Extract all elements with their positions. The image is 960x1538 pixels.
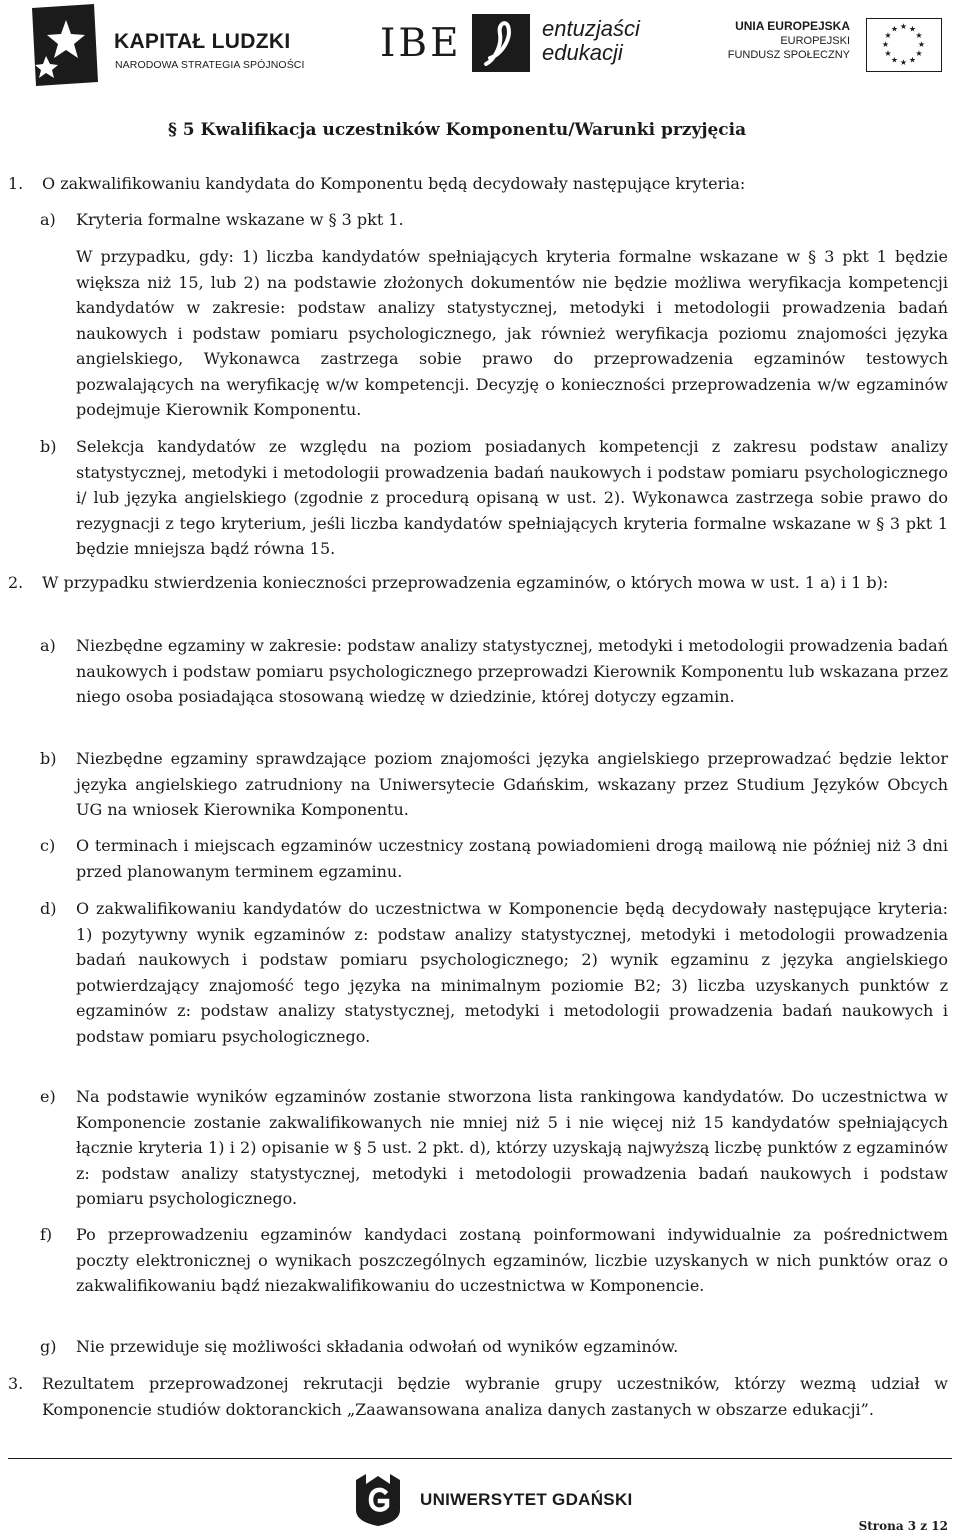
item-1a-detail: W przypadku, gdy: 1) liczba kandydatów spełniających kryteria formalne wskazane w § 3 pkt 1 będzie większa niż 15, lub 2) na podstawie złożonych dokumentów nie będzie możliwa weryfikacja kompetencji kandydatów w zakresie: podstaw analizy statystycznej, metodyki i metodologii prowadzenia badań naukowych i podstaw pomiaru psychologicznego, jak również weryfikacja poziomu znajomości języka angielskiego, Wykonawca zastrzega sobie prawo do przeprowadzenia egzaminów testowych pozwalających na weryfikację w/w kompetencji. Decyzję o konieczności przeprowadzenia w/w egzaminów podejmuje Kierownik Komponentu. bbox=[76, 247, 948, 419]
item-1b-text: Selekcja kandydatów ze względu na poziom posiadanych kompetencji z zakresu podstaw analizy statystycznej, metodyki i metodologii prowadzenia badań naukowych i podstaw pomiaru psychologicznego i/ lub języka angielskiego (zgodnie z procedurą opisaną w ust. 2). Wykonawca zastrzega sobie prawo do rezygnacji z tego kryterium, jeśli liczba kandydatów spełniających kryteria formalne wskazane w § 3 pkt 1 będzie mniejsza bądź równa 15. bbox=[76, 437, 948, 558]
footer-divider bbox=[8, 1458, 952, 1459]
kapital-ludzki-title: KAPITAŁ LUDZKI bbox=[114, 30, 291, 53]
university-name: UNIWERSYTET GDAŃSKI bbox=[420, 1490, 633, 1509]
svg-text:★: ★ bbox=[917, 40, 926, 49]
item-3-number: 3. bbox=[8, 1374, 24, 1393]
item-2d-text: O zakwalifikowaniu kandydatów do uczestnictwa w Komponencie będą decydowały następujące kryteria: 1) pozytywny wynik egzaminów z: podstaw analizy statystycznej, metodyki i metodologii prowadzenia badań naukowych i podstaw pomiaru psychologicznego; 2) wynik egzaminu z języka angielskiego potwierdzający znajomość tego języka na minimalnym poziomie B2; 3) liczba uzyskanych punktów z egzaminów z: podstaw analizy statystycznej, metodyki i metodologii prowadzenia badań naukowych i podstaw pomiaru psychologicznego. bbox=[76, 899, 948, 1046]
svg-text:★: ★ bbox=[908, 55, 917, 65]
entuzjasci-logo-text bbox=[542, 17, 640, 65]
item-2-text: W przypadku stwierdzenia konieczności przeprowadzenia egzaminów, o których mowa w ust. 1 a) i 1 b): bbox=[42, 573, 889, 592]
item-1-text: O zakwalifikowaniu kandydata do Komponentu będą decydowały następujące kryteria: bbox=[42, 174, 746, 193]
page-header bbox=[0, 0, 960, 90]
item-2d bbox=[40, 896, 948, 1049]
item-1b bbox=[40, 434, 948, 562]
svg-text:★: ★ bbox=[899, 58, 908, 67]
item-1-number: 1. bbox=[8, 174, 24, 193]
svg-text:★: ★ bbox=[899, 22, 908, 31]
item-1a-label: a) bbox=[40, 210, 56, 229]
page-number: Strona 3 z 12 bbox=[858, 1519, 948, 1533]
item-1b-label: b) bbox=[40, 437, 57, 456]
svg-text:★: ★ bbox=[915, 49, 923, 58]
eu-line-2: EUROPEJSKI bbox=[780, 35, 850, 47]
item-3-text: Rezultatem przeprowadzonej rekrutacji będzie wybranie grupy uczestników, którzy wezmą udział w Komponencie studiów doktoranckich „Zaawansowana analiza danych zastanych w obszarze edukacji”. bbox=[42, 1374, 948, 1419]
item-2f-label: f) bbox=[40, 1225, 53, 1244]
item-2e-text: Na podstawie wyników egzaminów zostanie stworzona lista rankingowa kandydatów. Do uczestnictwa w Komponencie zostanie zakwalifikowanych nie mniej niż 5 i nie więcej niż 15 kandydatów spełniających łącznie kryteria 1) i 2) opisanie w § 5 ust. 2 pkt. d), którzy uzyskają najwyższą liczbę punktów z egzaminów z: podstaw analizy statystycznej, metodyki i metodologii prowadzenia badań naukowych i podstaw pomiaru psychologicznego. bbox=[76, 1087, 948, 1208]
svg-text:★: ★ bbox=[881, 40, 890, 49]
item-2e bbox=[40, 1084, 948, 1212]
entuzjasci-line-2: edukacji bbox=[542, 40, 623, 65]
item-2g bbox=[40, 1334, 948, 1360]
svg-text:★: ★ bbox=[908, 24, 917, 34]
svg-text:★: ★ bbox=[890, 55, 899, 65]
item-2a-text: Niezbędne egzaminy w zakresie: podstaw analizy statystycznej, metodyki i metodologii prowadzenia badań naukowych i podstaw pomiaru psychologicznego przeprowadzi Kierownik Komponentu lub wskazana przez niego osoba posiadająca stosowaną wiedzę w dziedzinie, której dotyczy egzamin. bbox=[76, 636, 948, 706]
eu-line-3: FUNDUSZ SPOŁECZNY bbox=[727, 49, 850, 61]
item-2b-label: b) bbox=[40, 749, 57, 768]
ibe-logo: IBE bbox=[380, 21, 462, 66]
svg-text:★: ★ bbox=[884, 49, 892, 58]
ug-logo-icon bbox=[352, 1470, 404, 1526]
item-2f-text: Po przeprowadzeniu egzaminów kandydaci zostaną poinformowani indywidualnie za pośrednictwem poczty elektronicznej o wynikach poszczególnych egzaminów, liczbie uzyskanych w nich punktów oraz o zakwalifikowaniu bądź niezakwalifikowaniu do uczestnictwa w Komponencie. bbox=[76, 1225, 948, 1295]
entuzjasci-logo-mark bbox=[472, 14, 530, 72]
section-heading: § 5 Kwalifikacja uczestników Komponentu/Warunki przyjęcia bbox=[168, 120, 747, 140]
item-1a bbox=[40, 207, 948, 233]
item-2c-text: O terminach i miejscach egzaminów uczestnicy zostaną powiadomieni drogą mailową nie później niż 3 dni przed planowanym terminem egzaminu. bbox=[76, 836, 948, 881]
eu-flag-icon bbox=[866, 18, 942, 72]
entuzjasci-line-1: entuzjaści bbox=[542, 16, 640, 41]
item-2b bbox=[40, 746, 948, 823]
item-2c-label: c) bbox=[40, 836, 56, 855]
svg-text:★: ★ bbox=[890, 24, 899, 34]
eu-stars bbox=[867, 19, 940, 70]
item-2e-label: e) bbox=[40, 1087, 56, 1106]
kapital-ludzki-logo bbox=[28, 4, 308, 84]
eu-logo-text bbox=[728, 18, 850, 62]
item-2d-label: d) bbox=[40, 899, 57, 918]
svg-text:★: ★ bbox=[884, 31, 892, 40]
item-2-number: 2. bbox=[8, 573, 24, 592]
item-2g-text: Nie przewiduje się możliwości składania odwołań od wyników egzaminów. bbox=[76, 1337, 679, 1356]
eu-line-1: UNIA EUROPEJSKA bbox=[735, 19, 850, 33]
kapital-ludzki-subtitle: NARODOWA STRATEGIA SPÓJNOŚCI bbox=[115, 59, 305, 71]
kapital-ludzki-star-icon bbox=[28, 4, 98, 86]
entuzjasci-swirl-icon bbox=[472, 14, 530, 72]
item-2a bbox=[40, 633, 948, 710]
item-1a-text: Kryteria formalne wskazane w § 3 pkt 1. bbox=[76, 210, 404, 229]
item-2g-label: g) bbox=[40, 1337, 57, 1356]
item-2a-label: a) bbox=[40, 636, 56, 655]
item-2c bbox=[40, 833, 948, 884]
item-2f bbox=[40, 1222, 948, 1299]
item-2b-text: Niezbędne egzaminy sprawdzające poziom znajomości języka angielskiego przeprowadzać będzie lektor języka angielskiego zatrudniony na Uniwersytecie Gdańskim, wskazany przez Studium Języków Obcych UG na wniosek Kierownika Komponentu. bbox=[76, 749, 948, 819]
svg-text:★: ★ bbox=[915, 31, 923, 40]
